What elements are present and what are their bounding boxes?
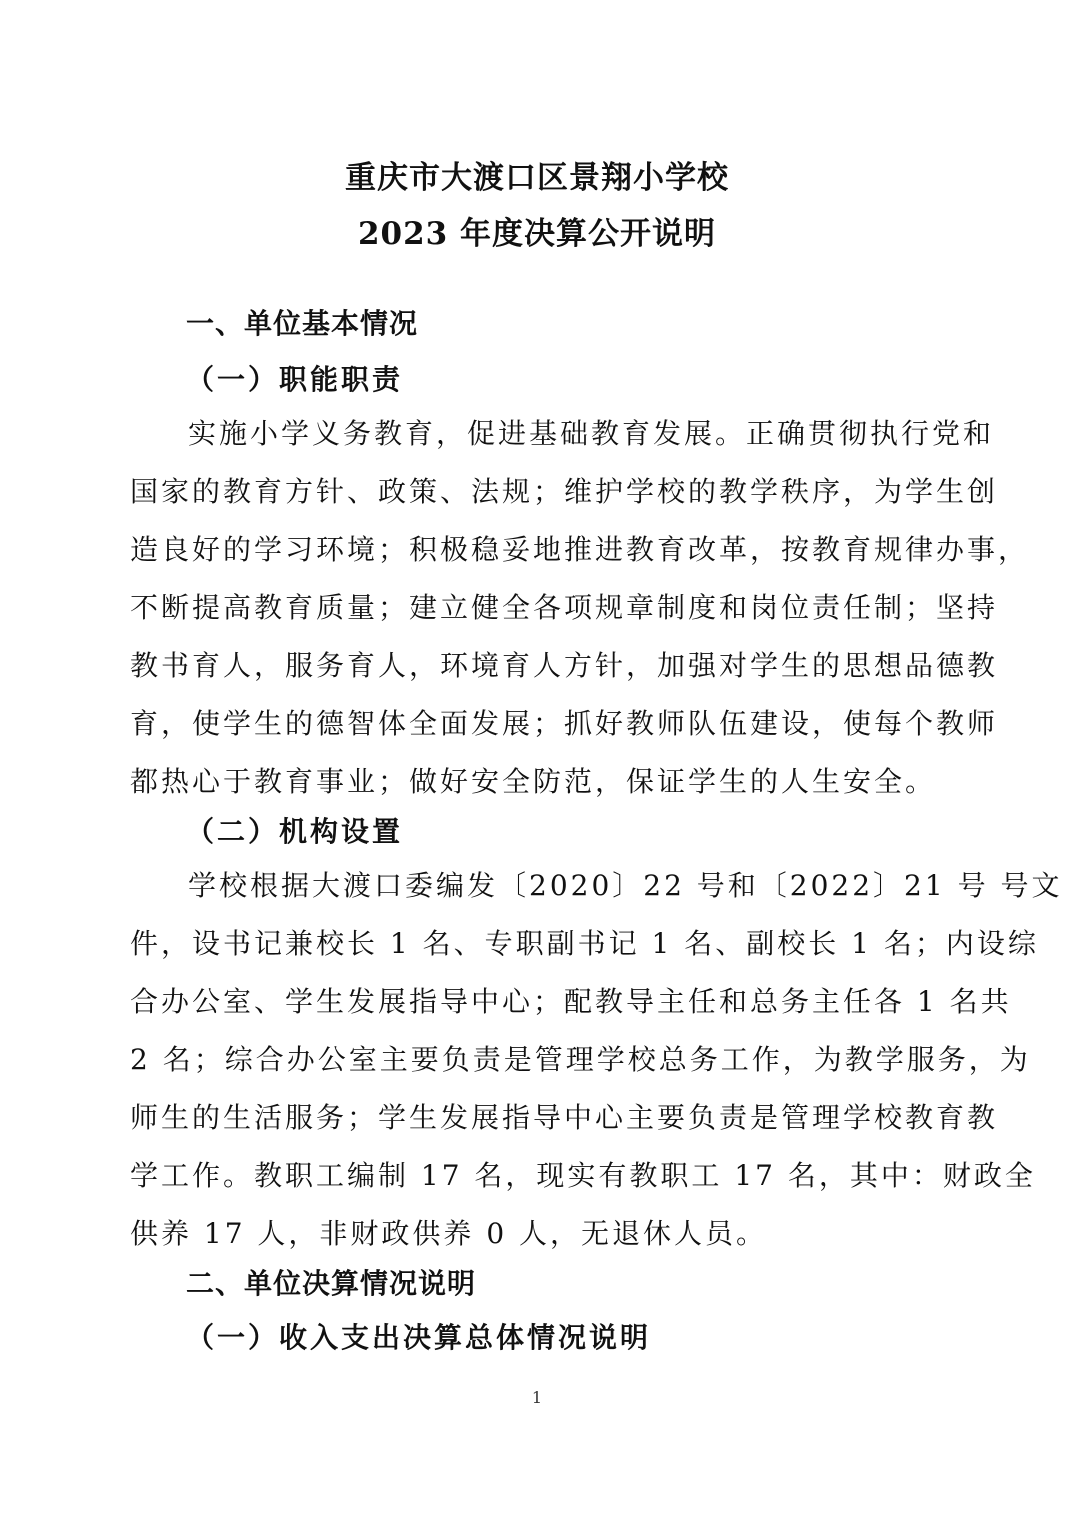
document-title-line-1: 重庆市大渡口区景翔小学校 [345,160,729,196]
section-2-heading: 二、单位决算情况说明 [186,1267,477,1300]
section-1-2-heading: （二）机构设置 [186,815,404,848]
paragraph-line: 合办公室、学生发展指导中心；配教导主任和总务主任各 1 名共 [130,985,1012,1018]
section-1-2-paragraph [130,857,1063,1263]
paragraph-line: 师生的生活服务；学生发展指导中心主要负责是管理学校教育教 [130,1101,999,1134]
paragraph-line: 不断提高教育质量；建立健全各项规章制度和岗位责任制；坚持 [130,591,999,624]
paragraph-line: 教书育人，服务育人，环境育人方针，加强对学生的思想品德教 [130,649,999,682]
page-number: 1 [531,1388,543,1407]
paragraph-line: 学工作。教职工编制 17 名，现实有教职工 17 名，其中：财政全 [130,1159,1036,1192]
paragraph-line: 国家的教育方针、政策、法规；维护学校的教学秩序，为学生创 [130,475,999,508]
paragraph-line: 学校根据大渡口委编发〔2020〕22 号和〔2022〕21 号 号文 [188,869,1063,902]
paragraph-line: 实施小学义务教育，促进基础教育发展。正确贯彻执行党和 [188,417,995,450]
paragraph-line: 件，设书记兼校长 1 名、专职副书记 1 名、副校长 1 名；内设综 [130,927,1039,960]
section-1-1-paragraph [130,405,1030,811]
section-1-1-heading: （一）职能职责 [186,363,404,396]
paragraph-line: 造良好的学习环境；积极稳妥地推进教育改革，按教育规律办事， [130,533,1030,566]
paragraph-line: 都热心于教育事业；做好安全防范，保证学生的人生安全。 [130,765,937,798]
document-title-line-2: 2023 年度决算公开说明 [357,216,717,252]
paragraph-line: 供养 17 人，非财政供养 0 人，无退休人员。 [130,1217,768,1250]
section-1-heading: 一、单位基本情况 [186,307,419,340]
paragraph-line: 育，使学生的德智体全面发展；抓好教师队伍建设，使每个教师 [130,707,999,740]
paragraph-line: 2 名；综合办公室主要负责是管理学校总务工作，为教学服务，为 [130,1043,1031,1076]
section-2-1-heading: （一）收入支出决算总体情况说明 [186,1321,652,1354]
